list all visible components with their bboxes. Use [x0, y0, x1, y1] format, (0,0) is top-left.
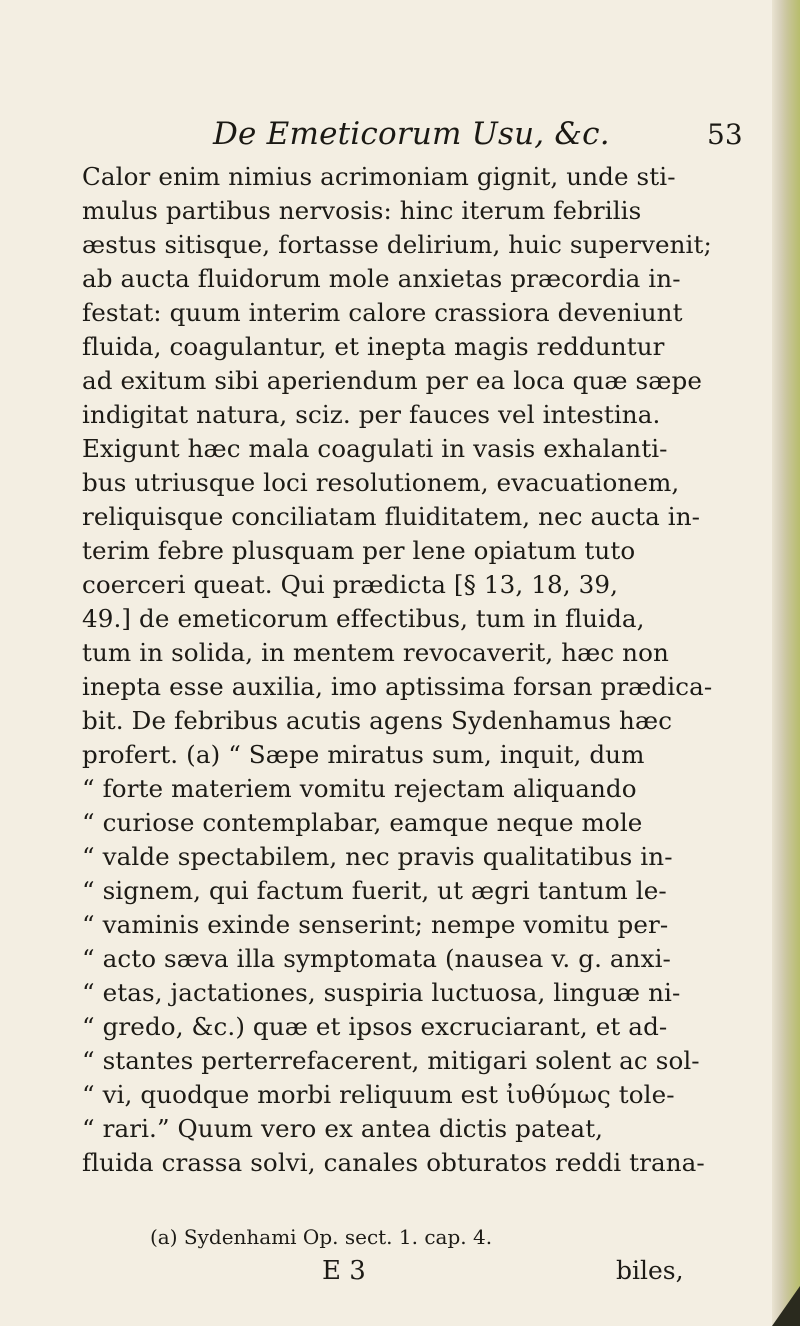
text-line: festat: quum interim calore crassiora deveniunt — [82, 298, 683, 327]
page-edge — [772, 0, 800, 1326]
running-head: De Emeticorum Usu, &c. — [213, 116, 610, 152]
text-line: indigitat natura, sciz. per fauces vel intestina. — [82, 400, 661, 429]
page-corner-fold — [772, 1286, 800, 1326]
catchword: biles, — [616, 1256, 684, 1285]
text-line: bit. De febribus acutis agens Sydenhamus hæc — [82, 706, 673, 735]
text-line: “ forte materiem vomitu rejectam aliquando — [82, 774, 637, 803]
text-line: tum in solida, in mentem revocaverit, hæc non — [82, 638, 669, 667]
text-line: æstus sitisque, fortasse delirium, huic supervenit; — [82, 230, 712, 259]
body-text — [82, 160, 742, 1180]
text-line: Calor enim nimius acrimoniam gignit, unde sti- — [82, 162, 676, 191]
text-line: “ vaminis exinde senserint; nempe vomitu per- — [82, 910, 669, 939]
footnote: (a) Sydenhami Op. sect. 1. cap. 4. — [150, 1225, 493, 1249]
text-line: ad exitum sibi aperiendum per ea loca quæ sæpe — [82, 366, 702, 395]
text-line: profert. (a) “ Sæpe miratus sum, inquit, dum — [82, 740, 645, 769]
text-line: “ etas, jactationes, suspiria luctuosa, linguæ ni- — [82, 978, 681, 1007]
signature-mark: E 3 — [322, 1256, 366, 1286]
text-line: “ stantes perterrefacerent, mitigari solent ac sol- — [82, 1046, 700, 1075]
page-header — [0, 112, 780, 152]
text-line: “ gredo, &c.) quæ et ipsos excruciarant, et ad- — [82, 1012, 668, 1041]
text-line: “ signem, qui factum fuerit, ut ægri tantum le- — [82, 876, 667, 905]
page-number: 53 — [707, 118, 743, 151]
text-line: “ acto sæva illa symptomata (nausea v. g. anxi- — [82, 944, 671, 973]
text-line: fluida crassa solvi, canales obturatos reddi trana- — [82, 1148, 705, 1177]
text-line: “ rari.” Quum vero ex antea dictis pateat, — [82, 1114, 604, 1143]
text-line: ab aucta fluidorum mole anxietas præcordia in- — [82, 264, 681, 293]
text-line: fluida, coagulantur, et inepta magis redduntur — [82, 332, 665, 361]
text-line: bus utriusque loci resolutionem, evacuationem, — [82, 468, 680, 497]
text-line: Exigunt hæc mala coagulati in vasis exhalanti- — [82, 434, 668, 463]
text-line: “ vi, quodque morbi reliquum est ἰυθύμως tole- — [82, 1080, 675, 1109]
text-line: “ valde spectabilem, nec pravis qualitatibus in- — [82, 842, 673, 871]
text-line: terim febre plusquam per lene opiatum tuto — [82, 536, 636, 565]
text-line: coerceri queat. Qui prædicta [§ 13, 18, 39, — [82, 570, 619, 599]
text-line: reliquisque conciliatam fluiditatem, nec aucta in- — [82, 502, 701, 531]
text-line: mulus partibus nervosis: hinc iterum febrilis — [82, 196, 642, 225]
text-line: 49.] de emeticorum effectibus, tum in fluida, — [82, 604, 645, 633]
text-line: inepta esse auxilia, imo aptissima forsan prædica- — [82, 672, 713, 701]
text-line: “ curiose contemplabar, eamque neque mole — [82, 808, 643, 837]
